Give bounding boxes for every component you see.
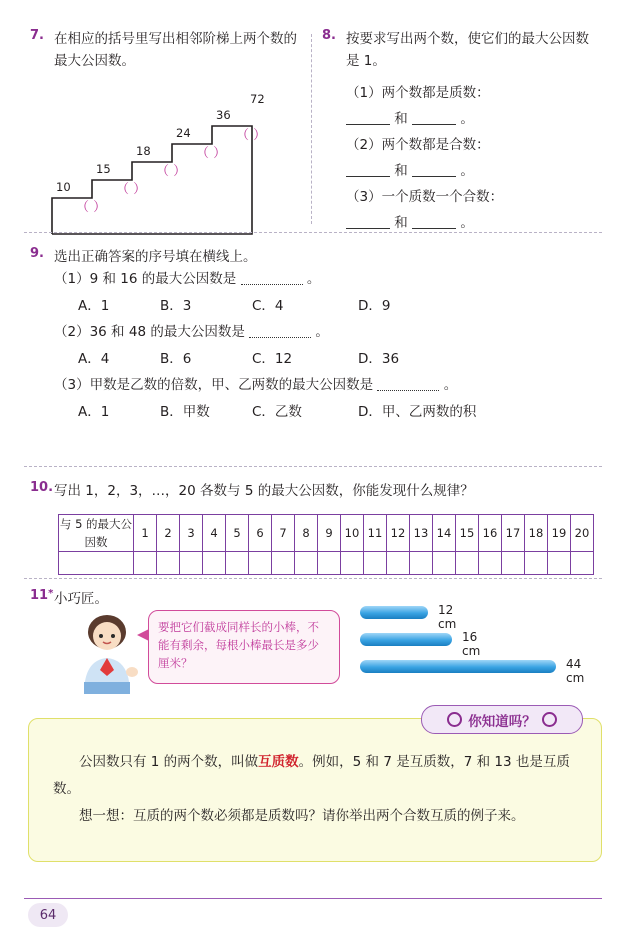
girl-illustration <box>70 610 144 694</box>
col-header-12: 12 <box>387 515 410 552</box>
col-header-3: 3 <box>180 515 203 552</box>
question-9-sub-3-stem <box>54 374 600 397</box>
question-9-sub-1-stem <box>54 268 600 291</box>
did-you-know-title <box>421 705 583 734</box>
did-you-know-box <box>28 713 602 862</box>
did-you-know-body <box>29 719 601 830</box>
period: 。 <box>460 111 474 127</box>
answer-cell-18[interactable] <box>525 552 548 575</box>
stick-3 <box>360 657 585 685</box>
col-header-17: 17 <box>502 515 525 552</box>
period: 。 <box>460 163 474 179</box>
option-b[interactable]: B．3 <box>160 298 192 314</box>
answer-cell-13[interactable] <box>410 552 433 575</box>
star-mark: * <box>48 588 54 599</box>
answer-blank[interactable] <box>377 377 439 391</box>
option-d[interactable]: D．甲、乙两数的积 <box>358 404 477 420</box>
blank-field[interactable] <box>412 111 456 125</box>
question-7-number: 7. <box>30 28 44 43</box>
stick-2-label: 16 cm <box>462 630 481 658</box>
did-you-know-title-text: 你知道吗？ <box>468 713 536 730</box>
stem-text: （3）甲数是乙数的倍数，甲、乙两数的最大公因数是 <box>54 377 374 393</box>
question-11-label: 小巧匠。 <box>54 591 108 607</box>
question-8-text: 按要求写出两个数，使它们的最大公因数是 1。 <box>346 31 589 69</box>
option-c[interactable]: C．乙数 <box>252 404 302 420</box>
option-d[interactable]: D．9 <box>358 298 391 314</box>
stick-1-label: 12 cm <box>438 603 457 631</box>
question-11-number: 11* <box>30 588 54 603</box>
question-10 <box>30 480 610 575</box>
footer-rule <box>24 898 602 899</box>
col-header-14: 14 <box>433 515 456 552</box>
and-word: 和 <box>394 111 408 127</box>
stem-period: 。 <box>306 271 321 287</box>
col-header-19: 19 <box>548 515 571 552</box>
blank-field[interactable] <box>346 215 390 229</box>
question-8-answer-row-1 <box>346 106 602 132</box>
blank-field[interactable] <box>346 163 390 177</box>
answer-paren-5[interactable]: （ ） <box>236 128 267 143</box>
answer-cell-5[interactable] <box>226 552 249 575</box>
col-header-5: 5 <box>226 515 249 552</box>
question-9-sub-2-options <box>78 344 600 374</box>
bubble-tail <box>137 629 149 641</box>
know-paragraph-2 <box>53 803 577 830</box>
option-b[interactable]: B．甲数 <box>160 404 210 420</box>
answer-cell-6[interactable] <box>249 552 272 575</box>
col-header-8: 8 <box>295 515 318 552</box>
divider-2 <box>24 466 602 467</box>
know-paragraph-1 <box>53 749 577 803</box>
ring-icon <box>542 712 557 727</box>
stair-label-3: 18 <box>136 144 151 158</box>
answer-paren-2[interactable]: （ ） <box>116 182 147 197</box>
stem-text: （1）9 和 16 的最大公因数是 <box>54 271 237 287</box>
divider-1 <box>24 232 602 233</box>
question-9-sub-1-options <box>78 291 600 321</box>
question-9-sub-3-options <box>78 397 600 427</box>
stem-text: （2）36 和 48 的最大公因数是 <box>54 324 245 340</box>
question-9-text: 选出正确答案的序号填在横线上。 <box>54 249 257 265</box>
stair-label-2: 15 <box>96 162 111 176</box>
stair-label-1: 10 <box>56 180 71 194</box>
stair-label-5: 36 <box>216 108 231 122</box>
answer-cell-15[interactable] <box>456 552 479 575</box>
answer-cell-8[interactable] <box>295 552 318 575</box>
know-p1-keyword: 互质数 <box>258 754 299 770</box>
gcd-table <box>58 514 594 575</box>
answer-blank[interactable] <box>241 271 303 285</box>
answer-cell-4[interactable] <box>203 552 226 575</box>
question-8-item-2: （2）两个数都是合数： <box>346 137 490 153</box>
option-a[interactable]: A．1 <box>78 298 110 314</box>
col-header-18: 18 <box>525 515 548 552</box>
col-header-20: 20 <box>571 515 594 552</box>
stair-label-6: 72 <box>250 92 265 106</box>
answer-cell-12[interactable] <box>387 552 410 575</box>
question-8-number: 8. <box>322 28 336 43</box>
and-word: 和 <box>394 163 408 179</box>
question-9-number: 9. <box>30 246 44 261</box>
answer-cell-7[interactable] <box>272 552 295 575</box>
stair-label-4: 24 <box>176 126 191 140</box>
col-header-6: 6 <box>249 515 272 552</box>
option-a[interactable]: A．4 <box>78 351 110 367</box>
blank-field[interactable] <box>346 111 390 125</box>
question-11 <box>30 588 610 698</box>
answer-paren-3[interactable]: （ ） <box>156 164 187 179</box>
option-c[interactable]: C．12 <box>252 351 293 367</box>
divider-3 <box>24 578 602 579</box>
question-8-answer-row-2 <box>346 158 602 184</box>
answer-cell-11[interactable] <box>364 552 387 575</box>
stem-period: 。 <box>443 377 458 393</box>
know-p1-b: 。例如，5 和 7 是互质数，7 和 13 也是互质数。 <box>53 754 570 797</box>
know-p2: 想一想：互质的两个数必须都是质数吗？请你举出两个合数互质的例子来。 <box>79 808 525 824</box>
question-7-text: 在相应的括号里写出相邻阶梯上两个数的最大公因数。 <box>54 31 297 69</box>
option-a[interactable]: A．1 <box>78 404 110 420</box>
col-header-4: 4 <box>203 515 226 552</box>
answer-cell-3[interactable] <box>180 552 203 575</box>
vertical-divider <box>311 34 312 224</box>
answer-cell-10[interactable] <box>341 552 364 575</box>
question-9-sub-2-stem <box>54 321 600 344</box>
answer-paren-4[interactable]: （ ） <box>196 146 227 161</box>
question-10-number: 10. <box>30 480 54 495</box>
stick-1 <box>360 603 457 631</box>
option-d[interactable]: D．36 <box>358 351 400 367</box>
answer-cell-20[interactable] <box>571 552 594 575</box>
answer-cell-1[interactable] <box>134 552 157 575</box>
col-header-11: 11 <box>364 515 387 552</box>
col-header-13: 13 <box>410 515 433 552</box>
stairs-figure <box>50 92 290 236</box>
bubble-text: 要把它们截成同样长的小棒，不能有剩余，每根小棒最长是多少厘米？ <box>158 620 319 670</box>
col-header-7: 7 <box>272 515 295 552</box>
answer-cell-14[interactable] <box>433 552 456 575</box>
sticks-figure <box>360 603 610 687</box>
col-header-15: 15 <box>456 515 479 552</box>
row-header-spacer <box>59 552 134 575</box>
answer-cell-17[interactable] <box>502 552 525 575</box>
page-number: 64 <box>28 903 68 927</box>
col-header-1: 1 <box>134 515 157 552</box>
table-row-header <box>59 515 594 552</box>
question-8-item-1: （1）两个数都是质数： <box>346 85 490 101</box>
answer-cell-16[interactable] <box>479 552 502 575</box>
answer-blank[interactable] <box>249 324 311 338</box>
stick-3-label: 44 cm <box>566 657 585 685</box>
stick-2 <box>360 630 481 658</box>
stem-period: 。 <box>315 324 329 340</box>
answer-cell-9[interactable] <box>318 552 341 575</box>
question-7 <box>30 28 300 72</box>
option-c[interactable]: C．4 <box>252 298 284 314</box>
answer-cell-19[interactable] <box>548 552 571 575</box>
question-8 <box>322 28 602 236</box>
row-header-cell: 与 5 的最大公因数 <box>59 515 134 552</box>
top-row <box>0 28 627 231</box>
blank-field[interactable] <box>412 215 456 229</box>
option-b[interactable]: B．6 <box>160 351 192 367</box>
speech-bubble <box>148 610 340 684</box>
table-row-answers <box>59 552 594 575</box>
col-header-2: 2 <box>157 515 180 552</box>
question-10-text: 写出 1，2，3，…，20 各数与 5 的最大公因数，你能发现什么规律？ <box>54 483 474 499</box>
period: 。 <box>460 215 474 231</box>
and-word: 和 <box>394 215 408 231</box>
answer-cell-2[interactable] <box>157 552 180 575</box>
col-header-10: 10 <box>341 515 364 552</box>
know-p1-a: 公因数只有 1 的两个数，叫做 <box>79 754 259 770</box>
answer-paren-1[interactable]: （ ） <box>76 200 107 215</box>
question-9 <box>30 246 600 427</box>
col-header-16: 16 <box>479 515 502 552</box>
col-header-9: 9 <box>318 515 341 552</box>
blank-field[interactable] <box>412 163 456 177</box>
question-8-item-3: （3）一个质数一个合数： <box>346 189 504 205</box>
ring-icon <box>447 712 462 727</box>
